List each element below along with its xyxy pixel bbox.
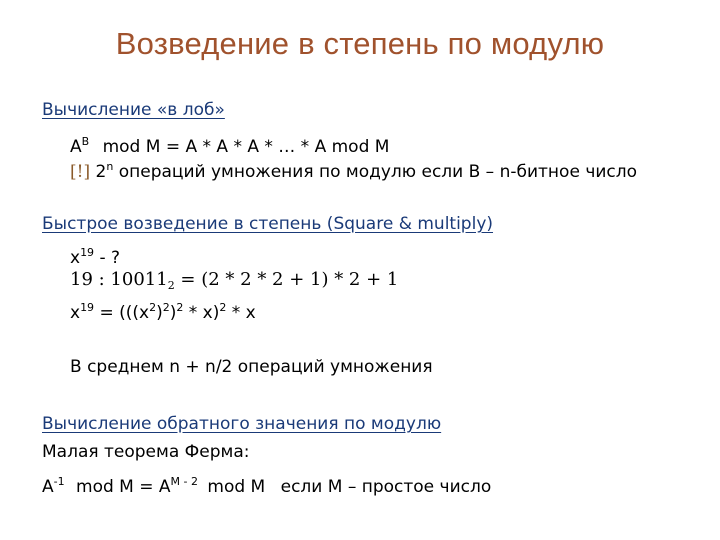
naive-note <box>70 157 637 182</box>
square-exponent: 2 <box>219 301 227 314</box>
formula-part: * x) <box>183 303 220 323</box>
formula-part: ) <box>169 303 177 323</box>
fast-question <box>70 243 120 268</box>
slide-title: Возведение в степень по модулю <box>115 26 605 61</box>
formula-base: A <box>42 477 54 497</box>
naive-formula <box>70 132 389 157</box>
binary-right: = (2 * 2 * 2 + 1) * 2 + 1 <box>180 269 399 290</box>
note-two: 2 <box>95 162 107 182</box>
section-heading-fast: Быстрое возведение в степень (Square & multiply) <box>42 214 494 234</box>
warning-bracket: [!] <box>70 162 91 182</box>
square-exponent: 2 <box>162 301 170 314</box>
section-heading-naive: Вычисление «в лоб» <box>42 100 225 120</box>
formula-part: mod M <box>207 477 266 497</box>
average-summary: В среднем n + n/2 операций умножения <box>70 357 433 377</box>
formula-base: A <box>70 137 82 157</box>
x-exponent: 19 <box>80 246 95 259</box>
fermat-theorem: Малая теорема Ферма: <box>42 442 250 462</box>
square-exponent: 2 <box>176 301 184 314</box>
formula-rest: mod M = A * A * A * … * A mod M <box>102 137 390 157</box>
inverse-exponent: -1 <box>53 475 65 488</box>
note-text: операций умножения по модулю если B – n-битное число <box>118 162 638 182</box>
square-multiply-formula <box>70 298 256 323</box>
binary-left: 19 : 10011 <box>70 269 168 290</box>
fermat-exponent: M - 2 <box>170 475 198 488</box>
binary-expansion <box>70 270 398 296</box>
formula-part: * x <box>226 303 256 323</box>
section-heading-inverse: Вычисление обратного значения по модулю <box>42 414 442 434</box>
square-exponent: 2 <box>149 301 157 314</box>
note-n-exponent: n <box>106 160 114 173</box>
question-text: - ? <box>99 248 121 268</box>
formula-part: = (((x <box>99 303 150 323</box>
prime-condition: если M – простое число <box>280 477 492 497</box>
inverse-formula <box>42 472 491 497</box>
x-var: x <box>70 303 81 323</box>
binary-base: 2 <box>167 279 175 292</box>
x-exponent: 19 <box>80 301 95 314</box>
formula-part: mod M = A <box>76 477 171 497</box>
formula-part: ) <box>156 303 163 323</box>
x-var: x <box>70 248 81 268</box>
formula-exponent: B <box>81 135 90 148</box>
